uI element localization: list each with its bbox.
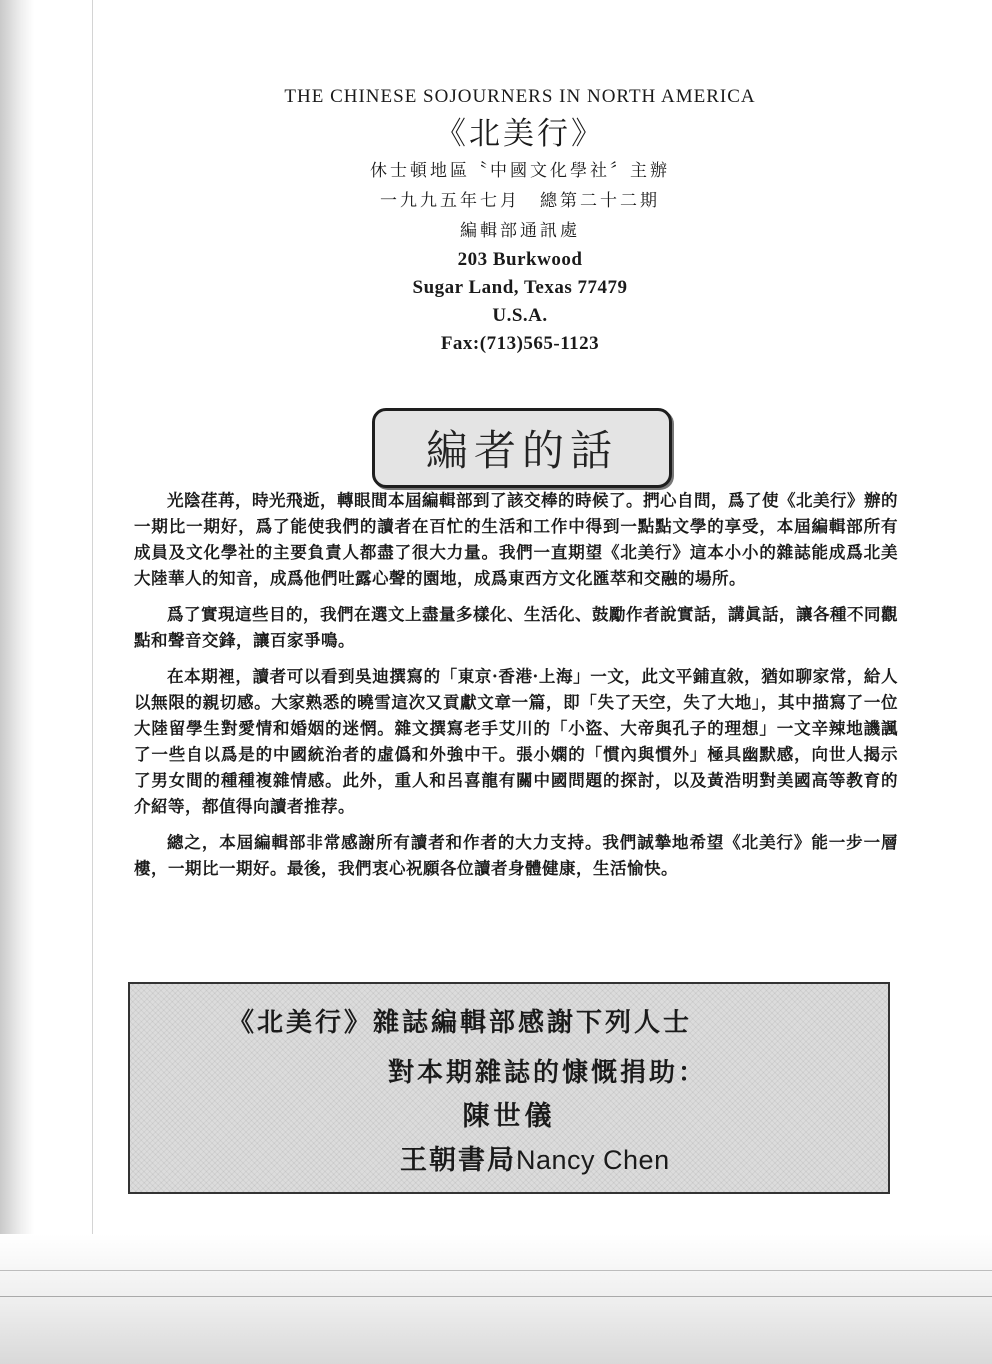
editor-note-heading: 編者的話: [425, 426, 618, 475]
acknowledgement-line-1: 《北美行》雜誌編輯部感謝下列人士: [228, 1008, 693, 1038]
paragraph-3: 在本期裡，讀者可以看到吳迪撰寫的「東京·香港·上海」一文，此文平鋪直敘，猶如聊家常，給人以無限的親切感。大家熟悉的曉雪這次又貢獻文章一篇，即「失了天空，失了大地」，其中描寫了一位大陸留學生對愛情和婚姻的迷惘。雜文撰寫老手艾川的「小盜、大帝與孔子的理想」一文辛辣地譏諷了一些自以爲是的中國統治者的虛僞和外強中干。張小嫻的「慣內與慣外」極具幽默感，向世人揭示了男女間的種種複雜情感。此外，重人和呂喜龍有關中國問題的探討，以及黃浩明對美國高等教育的介紹等，都值得向讀者推荐。: [134, 667, 898, 816]
scan-bottom-edge: [0, 1234, 992, 1364]
paragraph-1: 光陰荏苒，時光飛逝，轉眼間本屆編輯部到了該交棒的時候了。捫心自問，爲了使《北美行》辦的一期比一期好，爲了能使我們的讀者在百忙的生活和工作中得到一點點文學的享受，本屆編輯部所有成員及文化學社的主要負責人都盡了很大力量。我們一直期望《北美行》這本小小的雜誌能成爲北美大陸華人的知音，成爲他們吐露心聲的園地，成爲東西方文化匯萃和交融的場所。: [134, 491, 898, 588]
fax-number: Fax:(713)565-1123: [440, 333, 600, 354]
address-country: U.S.A.: [492, 305, 548, 326]
masthead: [0, 84, 992, 358]
address-street: 203 Burkwood: [457, 249, 583, 270]
scan-bottom-line-2: [0, 1296, 992, 1297]
donor-name-2-english: Nancy Chen: [516, 1145, 670, 1175]
editor-note-heading-box: [372, 408, 672, 488]
chinese-title: 《北美行》: [435, 116, 605, 152]
paragraph-4: 總之，本屆編輯部非常感謝所有讀者和作者的大力支持。我們誠摯地希望《北美行》能一步一層樓，一期比一期好。最後，我們衷心祝願各位讀者身體健康，生活愉快。: [134, 833, 898, 878]
issue-line: 一九九五年七月 總第二十二期: [380, 191, 660, 211]
donor-name-1: 陳世儀: [462, 1101, 556, 1132]
scan-bottom-line: [0, 1270, 992, 1271]
donor-name-2-chinese: 王朝書局: [400, 1145, 516, 1176]
editor-note-body: [134, 488, 898, 892]
office-line: 編輯部通訊處: [460, 221, 580, 241]
address-city: Sugar Land, Texas 77479: [412, 277, 628, 298]
organizer-line: 休士頓地區〝中國文化學社〞主辦: [370, 161, 670, 181]
donor-name-2: [400, 1138, 670, 1177]
acknowledgement-box: [128, 982, 890, 1194]
english-title: THE CHINESE SOJOURNERS IN NORTH AMERICA: [284, 86, 756, 107]
acknowledgement-line-2: 對本期雜誌的慷慨捐助：: [388, 1058, 708, 1088]
paragraph-2: 爲了實現這些目的，我們在選文上盡量多樣化、生活化、鼓勵作者說實話，講眞話，讓各種不同觀點和聲音交鋒，讓百家爭鳴。: [134, 605, 898, 650]
